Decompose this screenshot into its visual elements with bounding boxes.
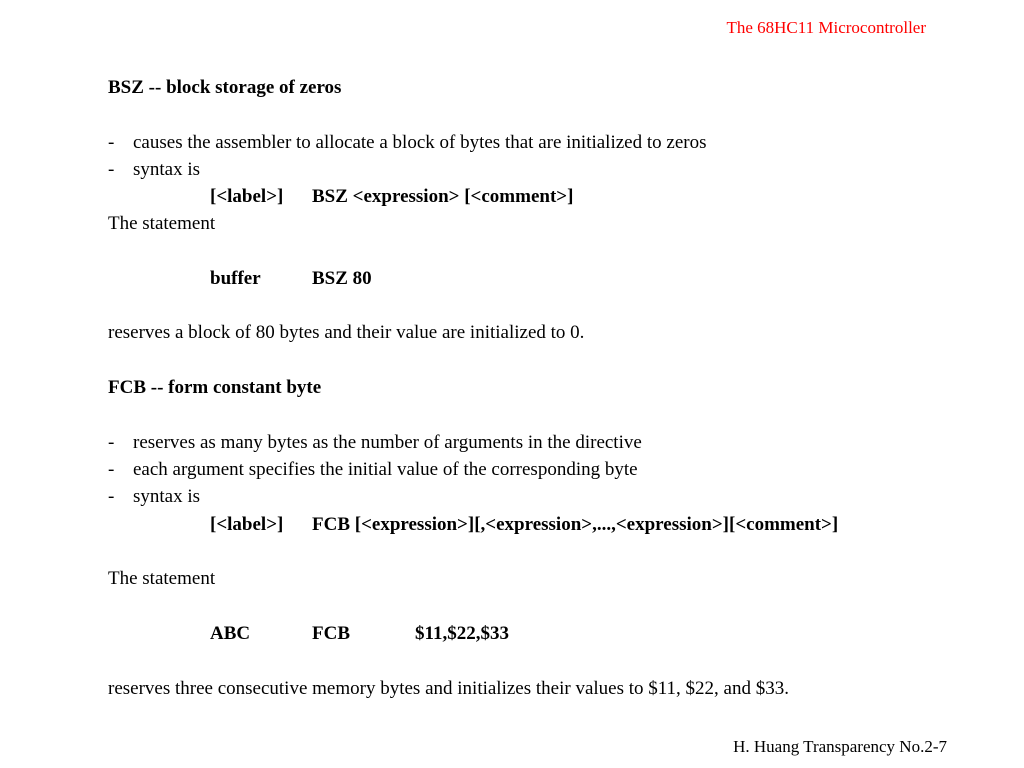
fcb-example-operands: $11,$22,$33 bbox=[415, 623, 509, 644]
fcb-statement-intro: The statement bbox=[108, 568, 216, 589]
bsz-statement-intro: The statement bbox=[108, 213, 216, 234]
fcb-bullet-2 bbox=[108, 459, 638, 481]
bsz-syntax-label: [<label>] bbox=[210, 186, 284, 207]
fcb-syntax-label: [<label>] bbox=[210, 514, 284, 535]
bullet-dash: - bbox=[108, 132, 115, 153]
slide-header: The 68HC11 Microcontroller bbox=[726, 18, 926, 37]
fcb-explanation: reserves three consecutive memory bytes and initializes their values to $11, $22, and $33. bbox=[108, 678, 789, 699]
bullet-text: each argument specifies the initial value of the corresponding byte bbox=[133, 459, 638, 480]
bullet-dash: - bbox=[108, 459, 115, 480]
bsz-heading: BSZ -- block storage of zeros bbox=[108, 77, 342, 98]
slide-footer: H. Huang Transparency No.2-7 bbox=[733, 737, 947, 756]
fcb-heading: FCB -- form constant byte bbox=[108, 377, 322, 398]
fcb-bullet-1 bbox=[108, 432, 642, 454]
bullet-dash: - bbox=[108, 432, 115, 453]
bsz-example-directive: BSZ 80 bbox=[312, 268, 372, 289]
bullet-text: syntax is bbox=[133, 486, 201, 507]
bsz-bullet-2 bbox=[108, 159, 200, 181]
bsz-syntax-body: BSZ <expression> [<comment>] bbox=[312, 186, 574, 207]
bullet-text: syntax is bbox=[133, 159, 201, 180]
bsz-explanation: reserves a block of 80 bytes and their value are initialized to 0. bbox=[108, 322, 585, 343]
bullet-text: reserves as many bytes as the number of arguments in the directive bbox=[133, 432, 642, 453]
fcb-example-label: ABC bbox=[210, 623, 251, 644]
fcb-bullet-3 bbox=[108, 486, 200, 508]
bsz-bullet-1 bbox=[108, 132, 706, 154]
fcb-syntax-body: FCB [<expression>][,<expression>,...,<expression>][<comment>] bbox=[312, 514, 839, 535]
fcb-example-directive: FCB bbox=[312, 623, 350, 644]
bsz-example-label: buffer bbox=[210, 268, 261, 289]
bullet-dash: - bbox=[108, 159, 115, 180]
bullet-text: causes the assembler to allocate a block of bytes that are initialized to zeros bbox=[133, 132, 707, 153]
bullet-dash: - bbox=[108, 486, 115, 507]
